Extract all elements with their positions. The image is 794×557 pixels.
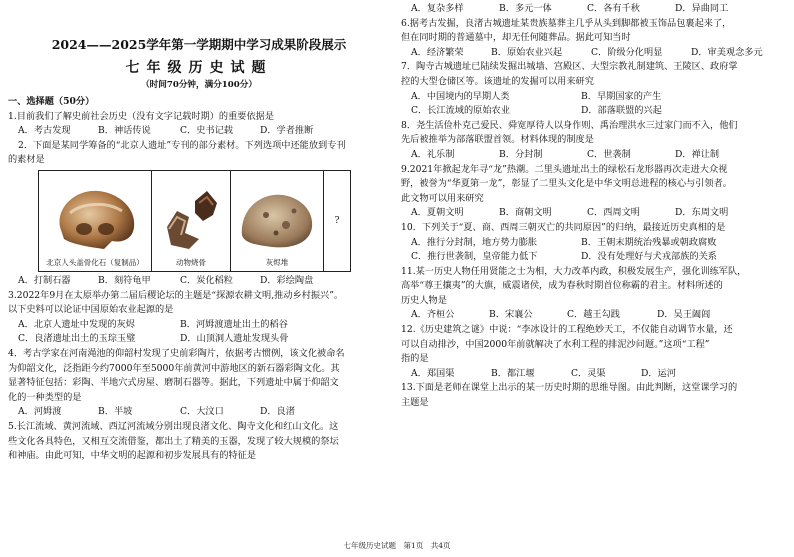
q7-options-row1 — [401, 90, 787, 105]
skull-fossil-image — [50, 183, 140, 255]
unknown-material-cell: ? — [324, 170, 351, 271]
exam-title: 2024——2025学年第一学期期中学习成果阶段展示 — [51, 37, 347, 52]
material-caption: 北京人头盖骨化石（复制品） — [46, 257, 144, 267]
question-11-text: 11.某一历史人物任用贤能之士为相，大力改革内政，积极发展生产，强化训练军队， — [401, 265, 747, 277]
option[interactable]: D．山顶洞人遗址发现头骨 — [180, 333, 289, 345]
question-4-text: 4．考古学家在河南渑池的仰韶村发现了史前彩陶片，依据考古惯例，该文化被命名 — [8, 347, 345, 359]
exam-subject-title: 七年级历史试题 — [125, 60, 273, 76]
option[interactable]: A．复杂多样 — [411, 3, 464, 14]
option[interactable]: B．神话传说 — [98, 125, 151, 137]
option[interactable]: A．经济繁荣 — [411, 46, 464, 58]
q1-options — [8, 124, 390, 139]
question-8-text: 先后被推举为部落联盟首领。材料体现的制度是 — [401, 134, 594, 146]
question-3-text: 以下史料可以论证中国原始农业起源的是 — [8, 304, 174, 316]
material-cell — [152, 170, 231, 271]
option[interactable]: A．河姆渡 — [18, 406, 62, 418]
question-1: 1.目前我们了解史前社会历史（没有文字记载时期）的重要依据是 — [8, 110, 275, 122]
option[interactable]: A．推行分封制，地方势力膨胀 — [411, 236, 538, 248]
option[interactable]: D．学者推断 — [260, 125, 314, 137]
option[interactable]: B．多元一体 — [499, 3, 552, 14]
option[interactable]: C．世袭制 — [587, 148, 631, 160]
option[interactable]: A．齐桓公 — [411, 309, 455, 321]
question-5-text: 5.长江流域、黄河流域、西辽河流域分别出现良渚文化、陶寺文化和红山文化。这 — [8, 420, 339, 432]
question-2-text: 2．下面是某同学筹备的“北京人遗址”专刊的部分素材。下列选项中还能放到专刊 — [18, 139, 346, 151]
section-heading: 一、选择题（50分） — [8, 96, 95, 107]
option[interactable]: A．考古发现 — [18, 125, 71, 137]
question-3-text: 3.2022年9月在太原举办第二届后稷论坛的主题是“探源农耕文明,推动乡村振兴”。 — [8, 289, 344, 301]
option[interactable]: D．吴王阖闾 — [657, 309, 711, 321]
question-11-text: 历史人物是 — [401, 294, 447, 306]
option[interactable]: B．商朝文明 — [499, 207, 552, 219]
left-column — [8, 0, 390, 464]
question-7-text: 控的大型仓储区等。该遗址的发掘可以用来研究 — [401, 75, 594, 87]
option[interactable]: A．夏朝文明 — [411, 207, 464, 219]
q9-options — [401, 206, 787, 221]
option[interactable]: B．早期国家的产生 — [581, 90, 662, 102]
material-cell — [39, 170, 152, 271]
option[interactable]: A．打制石器 — [18, 274, 71, 286]
question-6-text: 但在同时期的普通墓中，却无任何随葬品。据此可知当时 — [401, 32, 631, 44]
question-5-text: 和神庙。由此可知，中华文明的起源和初步发展具有的特征是 — [8, 450, 257, 462]
option[interactable]: C．大汶口 — [180, 406, 224, 418]
option[interactable]: B．河姆渡遗址出土的稻谷 — [180, 318, 288, 330]
option[interactable]: B．原始农业兴起 — [491, 46, 563, 58]
option[interactable]: C．灵渠 — [571, 367, 606, 379]
page-footer: 七年级历史试题 第1页 共4页 — [343, 541, 451, 550]
exam-time-note: （时间70分钟，满分100分） — [141, 80, 257, 90]
option[interactable]: A．郑国渠 — [411, 367, 455, 379]
question-11-text: 高举“尊王攘夷”的大旗，威震诸侯，成为春秋时期首位称霸的君主。材料所述的 — [401, 280, 723, 292]
question-8-text: 8．尧生活俭朴克己爱民、舜宽厚待人以身作则、禹治理洪水三过家门而不入，他们 — [401, 119, 738, 131]
question-7-text: 7．陶寺古城遗址已陆续发掘出城墙、宫殿区、大型宗教礼制建筑、王陵区、政府掌 — [401, 61, 738, 73]
question-9-text: 9.2021年掀起龙年寻“龙”热潮。二里头遗址出土的绿松石龙形器再次走进大众视 — [401, 163, 728, 175]
q7-options-row2 — [401, 104, 787, 119]
q8-options — [401, 148, 787, 163]
option[interactable]: B．宋襄公 — [489, 309, 533, 321]
question-10-text: 10．下列关于“夏、商、西周三朝灭亡的共同原因”的归纳，最接近历史真相的是 — [401, 221, 726, 233]
question-5-text: 些文化各具特色，又相互交流借鉴，都出土了精美的玉器，发现了较大规模的祭坛 — [8, 435, 339, 447]
option[interactable]: B．半坡 — [98, 406, 133, 418]
q11-options — [401, 308, 787, 323]
question-13-text: 13.下面是老师在课堂上出示的某一历史时期的思维导图。由此判断，这堂课学习的 — [401, 382, 738, 394]
q3-options-row2 — [8, 332, 390, 347]
material-cell — [231, 170, 324, 271]
question-13-text: 主题是 — [401, 397, 429, 409]
option[interactable]: D．禅让制 — [675, 148, 720, 160]
question-4-text: 为仰韶文化，泛指距今约7000年至5000年前黄河中游地区的新石器彩陶文化。其 — [8, 362, 340, 374]
option[interactable]: B．刻符龟甲 — [98, 274, 151, 286]
burnt-bone-image — [159, 187, 223, 255]
option[interactable]: C．推行世袭制，皇帝能力低下 — [411, 251, 538, 263]
option[interactable]: D．异曲同工 — [675, 3, 729, 14]
option[interactable]: C．长江流域的原始农业 — [411, 105, 510, 117]
question-4-text: 化的一种类型的是 — [8, 391, 82, 403]
right-column — [401, 2, 787, 411]
option[interactable]: D．审美观念多元 — [691, 46, 763, 58]
q4-options — [8, 405, 390, 420]
option[interactable]: B．分封制 — [499, 148, 543, 160]
option[interactable]: C．各有千秋 — [587, 3, 640, 14]
question-12-text: 指的是 — [401, 353, 429, 365]
option[interactable]: B．王朝末期统治残暴或朝政腐败 — [581, 236, 717, 248]
question-9-text: 此文物可以用来研究 — [401, 192, 484, 204]
q2-options — [8, 274, 390, 289]
question-12-text: 可以自动排沙，中国2000年前就解决了水利工程的排泥沙问题。”这项“工程” — [401, 338, 710, 350]
q5-options — [401, 2, 787, 17]
question-6-text: 6.据考古发掘，良渚古城遗址某贵族墓葬主几乎从头到脚都被玉饰品包裹起来了， — [401, 17, 732, 29]
option[interactable]: D．东周文明 — [675, 207, 729, 219]
q10-options-row1 — [401, 236, 787, 251]
option[interactable]: C．西周文明 — [587, 207, 640, 219]
question-2-text: 的素材是 — [8, 154, 45, 166]
q3-options-row1 — [8, 318, 390, 333]
ash-pile-image — [236, 185, 318, 255]
option[interactable]: A．北京人遗址中发现的灰烬 — [18, 318, 135, 330]
option[interactable]: A．礼乐制 — [411, 148, 455, 160]
option[interactable]: C．史书记载 — [180, 125, 233, 137]
question-4-text: 显著特征包括：彩陶、半地穴式房屋、磨制石器等。据此，下列遗址中属于仰韶文 — [8, 377, 339, 389]
option[interactable]: A．中国境内的早期人类 — [411, 90, 510, 102]
q6-options — [401, 46, 787, 61]
option[interactable]: C．炭化稻粒 — [180, 274, 233, 286]
question-9-text: 野，被誉为“华夏第一龙”，彰显了二里头文化是中华文明总进程的核心与引领者。 — [401, 178, 732, 190]
option[interactable]: C．越王勾践 — [567, 309, 620, 321]
question-12-text: 12.《历史建筑之谜》中说：“李冰设计的工程绝妙天工，不仅能自动调节水量，还 — [401, 324, 733, 336]
option[interactable]: C．阶级分化明显 — [591, 46, 663, 58]
material-caption: 动物烧骨 — [176, 257, 206, 267]
option[interactable]: D．彩绘陶盘 — [260, 274, 314, 286]
q12-options — [401, 367, 787, 382]
option[interactable]: D．没有处理好与犬戎部族的关系 — [581, 251, 717, 263]
q10-options-row2 — [401, 250, 787, 265]
q2-material-table — [38, 170, 351, 272]
option[interactable]: D．部落联盟的兴起 — [581, 105, 662, 117]
option[interactable]: C．良渚遗址出土的玉琮玉璧 — [18, 333, 136, 345]
option[interactable]: B．都江堰 — [491, 367, 535, 379]
option[interactable]: D．运河 — [641, 367, 676, 379]
option[interactable]: D．良渚 — [260, 406, 295, 418]
material-caption: 灰烬堆 — [265, 257, 289, 267]
